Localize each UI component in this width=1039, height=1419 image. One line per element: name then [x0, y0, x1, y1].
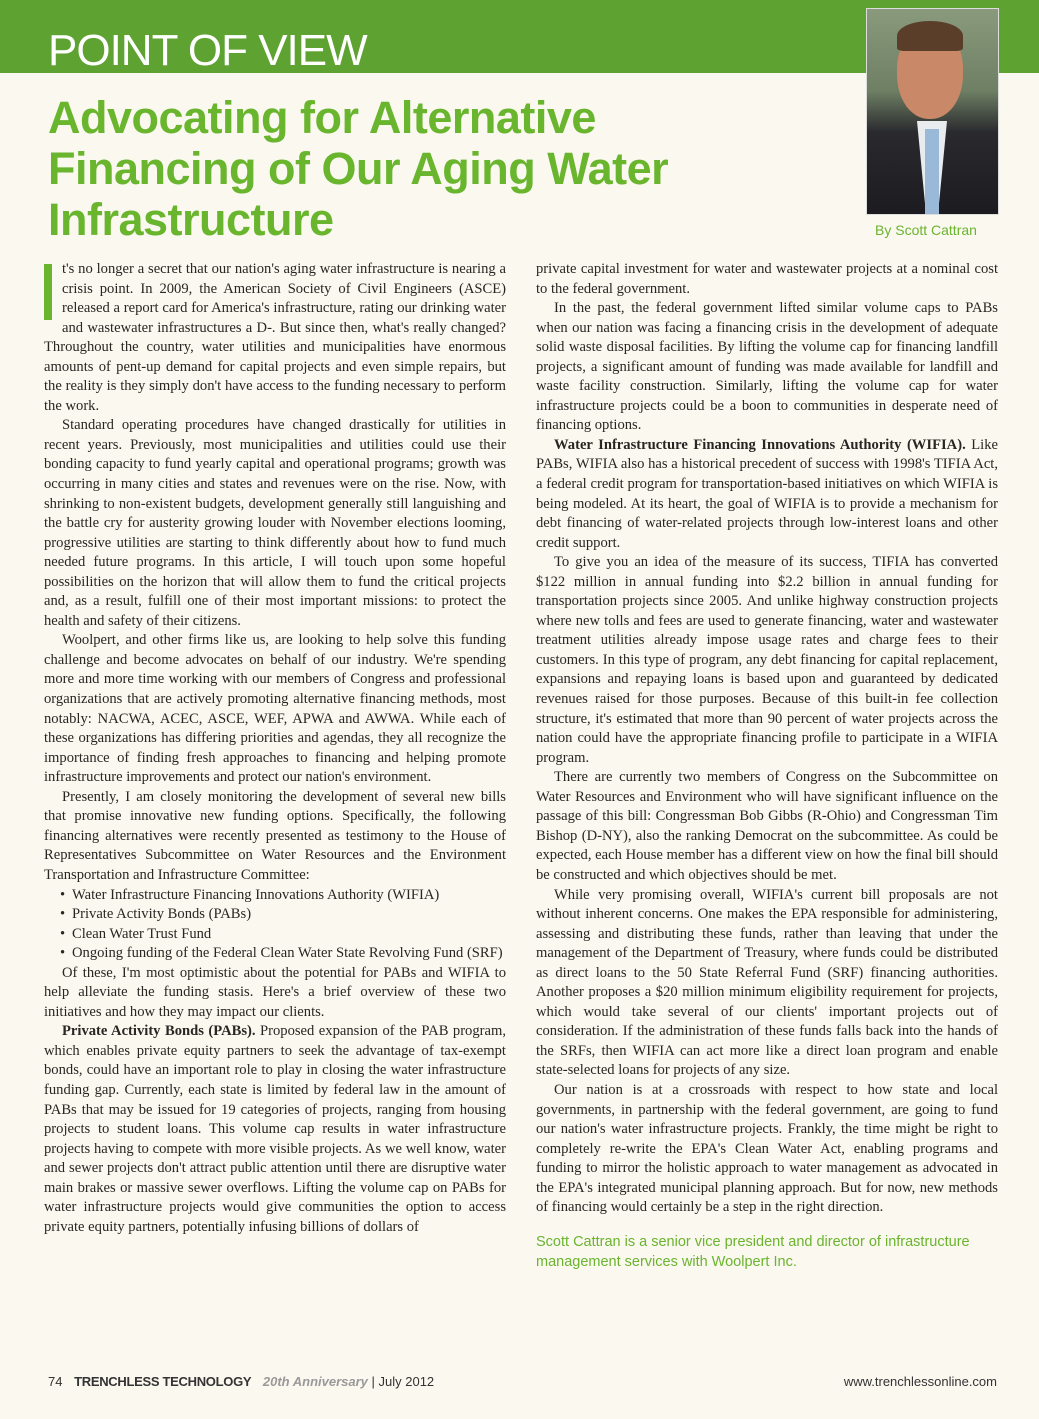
list-item: • Clean Water Trust Fund: [64, 925, 506, 945]
website-link[interactable]: www.trenchlessonline.com: [843, 1374, 997, 1389]
page-number: 74: [48, 1374, 63, 1389]
paragraph: t's no longer a secret that our nation's aging water infrastructure is nearing a crisis point. In 2009, the American Society of Civil Engineers (ASCE) released a report card for America's infrastructure, rating our drinking water and wastewater infrastructures a D-. But since then, what's really changed? Throughout the country, water utilities and municipalities have enormous amounts of pent-up demand for capital projects and even simple repairs, but the reality is they simply don't have access to the funding necessary to perform the work.: [44, 261, 506, 414]
paragraph: Of these, I'm most optimistic about the potential for PABs and WIFIA to help alleviate the funding stasis. Here's a brief overview of these two initiatives and how they may impact our clients.: [44, 964, 506, 1020]
anniversary-label: 20th Anniversary: [262, 1374, 368, 1389]
issue-date: | July 2012: [371, 1374, 435, 1389]
author-photo: [866, 8, 999, 215]
article-title: Advocating for Alternative Financing of Our Aging Water Infrastructure: [48, 92, 669, 245]
paragraph: private capital investment for water and wastewater projects at a nominal cost to the federal government.: [536, 261, 998, 297]
right-column: [536, 260, 998, 1272]
subhead-wifia: Water Infrastructure Financing Innovations Authority (WIFIA).: [554, 436, 966, 453]
paragraph: Private Activity Bonds (PABs). Proposed expansion of the PAB program, which enables private equity partners to seek the advantage of tax-exempt bonds, could have an important role to play in closing the water infrastructure funding gap. Currently, each state is limited by federal law in the amount of PABs that may be issued for 19 categories of projects, ranging from housing projects to student loans. This volume cap results in water infrastructure projects having to compete with more visible projects. As we well know, water and sewer projects don't attract public attention until there are disruptive water main brakes or massive sewer overflows. Lifting the volume cap on PABs for water infrastructure projects would give communities the option to access private equity partners, potentially infusing billions of dollars of: [44, 1023, 506, 1235]
paragraph: To give you an idea of the measure of its success, TIFIA has converted $122 million in annual funding into $2.2 billion in annual funding for transportation projects since 2005. And unlike highway construction projects where new tolls and fees are used to generate financing, water and wastewater treatment utilities already impose usage rates and charge fees to their customers. In this type of program, any debt financing for capital replacement, expansions and repaying loans is based upon and guaranteed by dedicated revenues raised for those purposes. Because of this built-in fee collection structure, it's estimated that more than 90 percent of water projects across the nation could have the appropriate financing profile to participate in a WIFIA program.: [536, 554, 998, 766]
paragraph: Our nation is at a crossroads with respect to how state and local governments, in partnership with the federal government, are going to fund our nation's water infrastructure projects. Frankly, the time might be right to completely re-write the EPA's Clean Water Act, enabling programs and funding to mirror the holistic approach to water management as advocated in the EPA's integrated municipal planning approach. But for now, new methods of financing would certainly be a step in the right direction.: [536, 1081, 998, 1216]
list-item: • Water Infrastructure Financing Innovations Authority (WIFIA): [64, 886, 506, 906]
magazine-name: TRENCHLESS TECHNOLOGY: [74, 1374, 252, 1389]
paragraph: In the past, the federal government lifted similar volume caps to PABs when our nation was facing a financing crisis in the development of adequate solid waste disposal facilities. By lifting the volume cap for financing landfill projects, a significant amount of funding was made available for landfill and waste facility construction. Similarly, lifting the volume cap for water infrastructure projects could be a boon to communities in desperate need of financing options.: [536, 300, 998, 434]
byline: By Scott Cattran: [875, 222, 977, 238]
list-item: • Private Activity Bonds (PABs): [64, 905, 506, 925]
paragraph: Woolpert, and other firms like us, are looking to help solve this funding challenge and become advocates on behalf of our industry. We're spending more and more time working with our members of Congress and professional organizations that are actively promoting alternative financing methods, most notably: NACWA, ACEC, ASCE, WEF, APWA and AWWA. While each of these organizations has differing priorities and agendas, they all recognize the importance of finding fresh approaches to financing and helping promote infrastructure improvements and protect our nation's environment.: [44, 632, 506, 786]
footer-left: [48, 1374, 434, 1389]
list-item: • Ongoing funding of the Federal Clean Water State Revolving Fund (SRF): [64, 944, 506, 964]
financing-list: [44, 886, 506, 964]
paragraph: While very promising overall, WIFIA's current bill proposals are not without inherent concerns. One makes the EPA responsible for administering, assessing and distributing these funds, rather than leaving that under the management of the Department of Treasury, where funds could be distributed as direct loans to the 50 State Referral Fund (SRF) financing authorities. Another proposes a $20 million minimum eligibility requirement for projects, which would take several of our clients' important projects out of consideration. If the administration of these funds falls back into the hands of the SRFs, then WIFIA can act more like a direct loan program and enable state-selected loans for projects of any size.: [536, 886, 998, 1079]
section-kicker: POINT OF VIEW: [48, 26, 367, 75]
drop-cap-i: [44, 264, 52, 320]
subhead-pabs: Private Activity Bonds (PABs).: [62, 1023, 256, 1040]
paragraph: There are currently two members of Congress on the Subcommittee on Water Resources and Environment who will have significant influence on the passage of this bill: Congressman Bob Gibbs (R-Ohio) and Congressman Tim Bishop (D-NY), also the ranking Democrat on the subcommittee. As could be expected, each House member has a different view on how the final bill should be constructed and which objectives should be met.: [536, 769, 998, 883]
paragraph: Standard operating procedures have changed drastically for utilities in recent years. Previously, most municipalities and utilities could use their bonding capacity to fund yearly capital and operational programs; growth was occurring in many cities and states and revenues were on the rise. Now, with shrinking to non-existent budgets, development generally still languishing and the battle cry for austerity growing louder with November elections looming, progressive utilities are starting to think differently about how to fund much needed future programs. In this article, I will touch upon some hopeful possibilities on the horizon that will allow them to fund the critical projects and, as a result, fulfill one of their most important missions: to protect the health and safety of their citizens.: [44, 417, 506, 629]
left-column: [44, 260, 506, 1237]
paragraph: Presently, I am closely monitoring the development of several new bills that promise innovative new funding options. Specifically, the following financing alternatives were recently presented as testimony to the House of Representatives Subcommittee on Water Resources and the Environment Transportation and Infrastructure Committee:: [44, 788, 506, 883]
paragraph: Water Infrastructure Financing Innovations Authority (WIFIA). Like PABs, WIFIA also has a historical precedent of success with 1998's TIFIA Act, a federal credit program for transportation-based initiatives on which WIFIA is being modeled. At its heart, the goal of WIFIA is to provide a mechanism for debt financing of water-related projects through low-interest loans and other credit support.: [536, 436, 998, 551]
author-bio: Scott Cattran is a senior vice president and director of infrastructure management services with Woolpert Inc.: [536, 1233, 970, 1270]
